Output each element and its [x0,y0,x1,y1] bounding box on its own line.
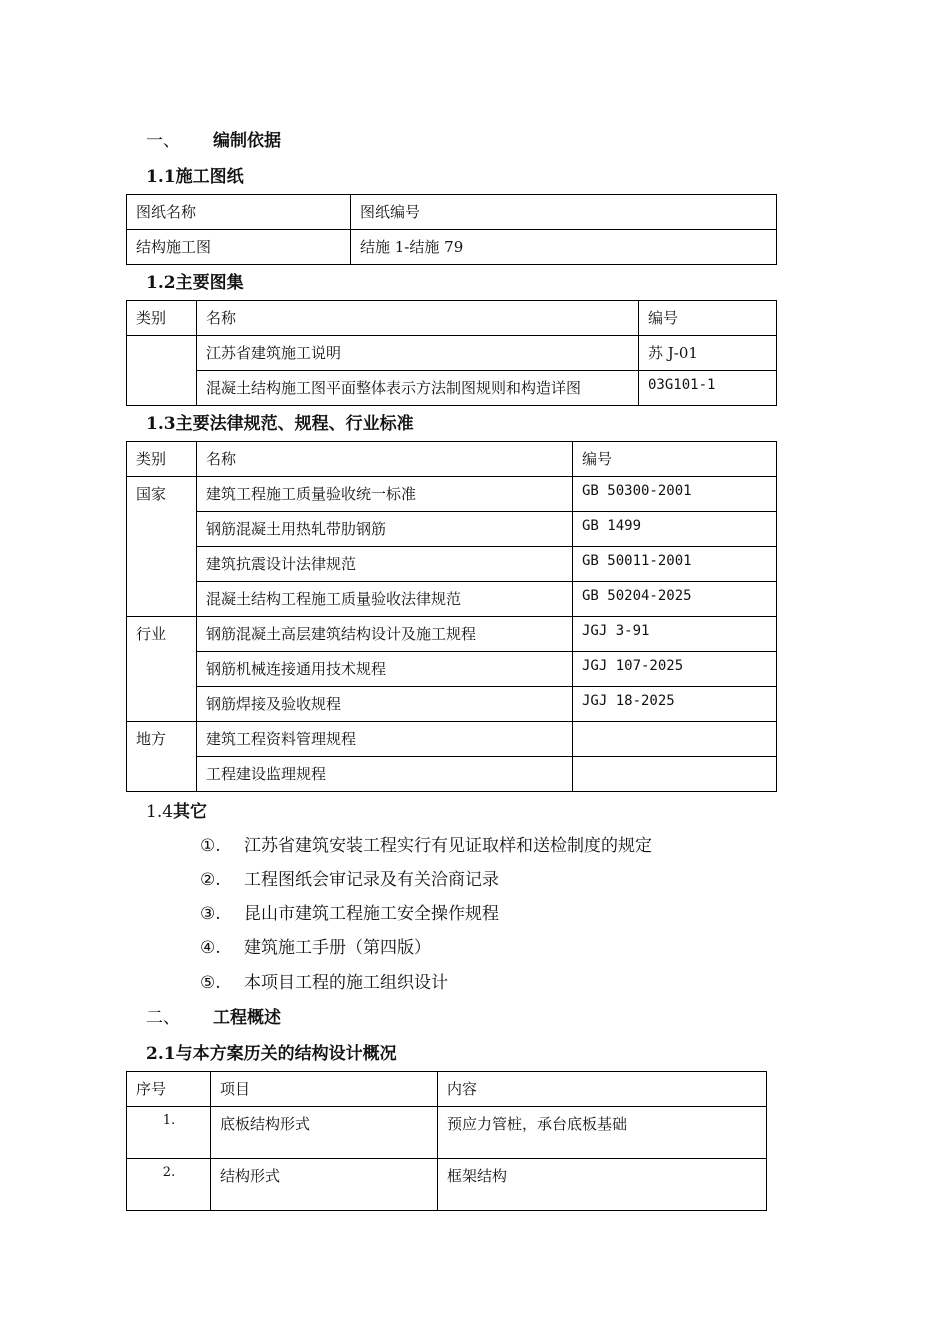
table-header-row [127,301,777,336]
table-header-cell: 编号 [639,301,777,336]
table-header-row [127,195,777,230]
table-row [127,687,777,722]
table-cell [573,757,777,792]
table-row [127,230,777,265]
subsection-2-1-number: 2.1 [146,1044,176,1064]
table-row [127,582,777,617]
list-item [200,899,499,924]
section-2-heading [146,1003,281,1028]
subsection-1-1-title: 施工图纸 [175,167,244,187]
atlas-table [126,300,777,406]
table-cell: 03G101-1 [639,371,777,406]
table-header-row [127,1072,767,1107]
table-cell: GB 50204-2025 [573,582,777,617]
subsection-1-1-number: 1.1 [146,167,176,187]
drawings-table [126,194,777,265]
table-header-cell: 图纸名称 [127,195,351,230]
section-1-heading [146,126,281,151]
list-text: 昆山市建筑工程施工安全操作规程 [244,904,499,924]
table-cell: 结构形式 [211,1159,438,1211]
list-marker: ③. [200,904,221,924]
subsection-1-4-heading [146,797,207,822]
table-cell: 建筑抗震设计法律规范 [197,547,573,582]
list-text: 建筑施工手册（第四版） [244,938,431,958]
section-2-title: 工程概述 [213,1008,281,1028]
table-cell: 结施 1-结施 79 [351,230,777,265]
table-row [127,512,777,547]
table-header-cell: 名称 [197,301,639,336]
table-row [127,547,777,582]
table-header-cell: 类别 [127,442,197,477]
table-row [127,757,777,792]
table-row [127,722,777,757]
table-cell: 框架结构 [438,1159,767,1211]
list-item [200,968,448,993]
section-2-index: 二、 [146,1008,180,1028]
subsection-2-1-heading [146,1039,397,1064]
table-cell: JGJ 107-2025 [573,652,777,687]
table-cell: 江苏省建筑施工说明 [197,336,639,371]
table-cell: 混凝土结构工程施工质量验收法律规范 [197,582,573,617]
table-cell: JGJ 3-91 [573,617,777,652]
subsection-1-2-number: 1.2 [146,273,176,293]
table-cell: GB 50011-2001 [573,547,777,582]
table-cell: 钢筋混凝土用热轧带肋钢筋 [197,512,573,547]
list-text: 工程图纸会审记录及有关洽商记录 [244,870,499,890]
table-cell: 钢筋混凝土高层建筑结构设计及施工规程 [197,617,573,652]
table-cell: 钢筋机械连接通用技术规程 [197,652,573,687]
row-number-cell: 2. [127,1159,211,1211]
table-cell: GB 50300-2001 [573,477,777,512]
table-cell: 混凝土结构施工图平面整体表示方法制图规则和构造详图 [197,371,639,406]
table-cell: 建筑工程施工质量验收统一标准 [197,477,573,512]
table-header-cell: 编号 [573,442,777,477]
list-item [200,865,499,890]
table-cell: JGJ 18-2025 [573,687,777,722]
table-row [127,652,777,687]
table-cell: 工程建设监理规程 [197,757,573,792]
table-cell: 结构施工图 [127,230,351,265]
subsection-1-2-title: 主要图集 [175,273,244,293]
table-row [127,1159,767,1211]
list-marker: ⑤. [200,973,221,993]
standards-table [126,441,777,792]
list-marker: ①. [200,836,221,856]
subsection-1-3-heading [146,409,414,434]
subsection-1-3-title: 主要法律规范、规程、行业标准 [175,414,414,434]
subsection-1-4-number: 1.4 [146,802,174,822]
table-header-cell: 类别 [127,301,197,336]
row-number-cell: 1. [127,1107,211,1159]
table-header-cell: 名称 [197,442,573,477]
table-cell: 建筑工程资料管理规程 [197,722,573,757]
table-header-cell: 序号 [127,1072,211,1107]
table-cell: 苏 J-01 [639,336,777,371]
structure-overview-table [126,1071,767,1211]
table-cell: GB 1499 [573,512,777,547]
table-header-cell: 内容 [438,1072,767,1107]
list-item [200,831,652,856]
table-row [127,477,777,512]
list-marker: ④. [200,938,221,958]
category-cell [127,336,197,406]
section-1-title: 编制依据 [213,131,281,151]
list-text: 江苏省建筑安装工程实行有见证取样和送检制度的规定 [244,836,652,856]
subsection-1-1-heading [146,162,244,187]
subsection-1-4-title: 其它 [173,802,208,822]
category-cell: 行业 [127,617,197,722]
subsection-2-1-title: 与本方案历关的结构设计概况 [175,1044,397,1064]
table-header-cell: 项目 [211,1072,438,1107]
list-marker: ②. [200,870,221,890]
list-item [200,933,431,958]
list-text: 本项目工程的施工组织设计 [244,973,448,993]
subsection-1-2-heading [146,268,244,293]
table-row [127,617,777,652]
subsection-1-3-number: 1.3 [146,414,176,434]
table-header-cell: 图纸编号 [351,195,777,230]
table-cell: 预应力管桩，承台底板基础 [438,1107,767,1159]
table-cell: 底板结构形式 [211,1107,438,1159]
section-1-index: 一、 [146,131,180,151]
category-cell: 地方 [127,722,197,792]
table-row [127,371,777,406]
table-row [127,336,777,371]
table-row [127,1107,767,1159]
category-cell: 国家 [127,477,197,617]
table-cell: 钢筋焊接及验收规程 [197,687,573,722]
table-cell [573,722,777,757]
table-header-row [127,442,777,477]
